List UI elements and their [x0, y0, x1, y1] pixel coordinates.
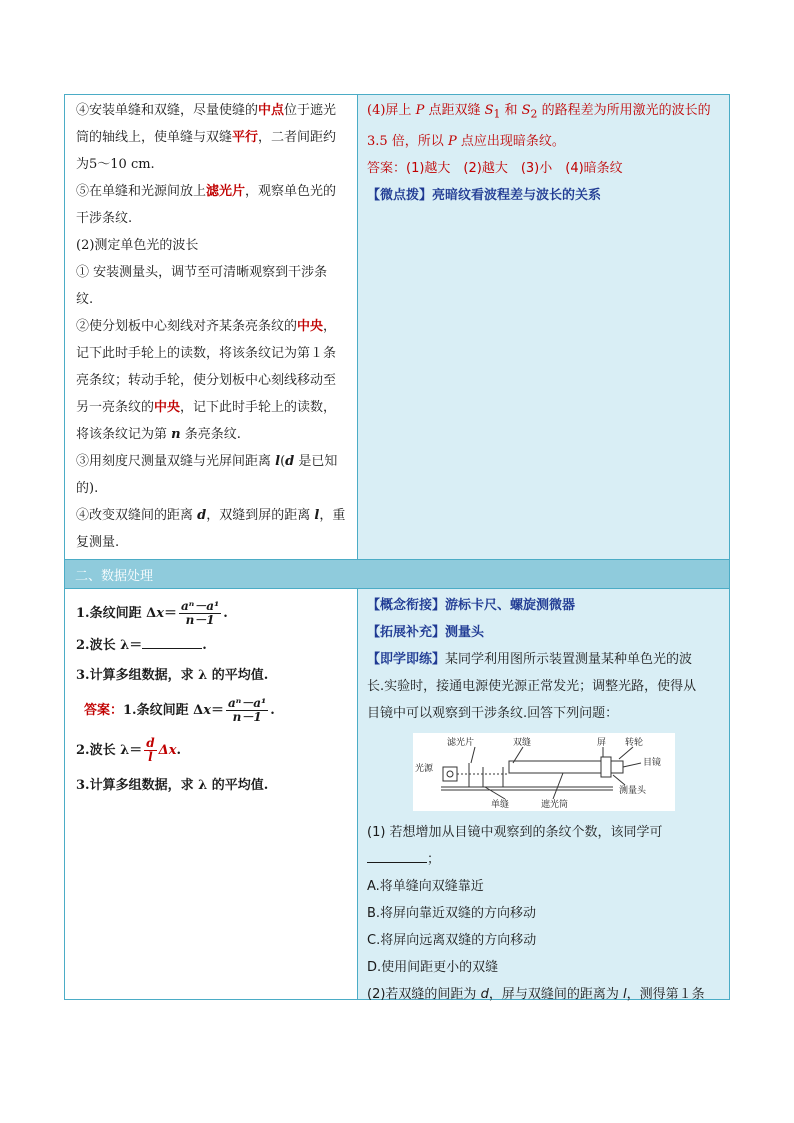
apparatus-diagram	[413, 733, 675, 811]
answer-average: 3.计算多组数据，求 λ 的平均值.	[76, 778, 269, 793]
question-1-line-2: ；	[367, 846, 721, 873]
practice-line-2: 长.实验时，接通电源使光源正常发光；调整光路，使得从	[367, 679, 697, 694]
measure-step-2-line-5: 将该条纹记为第 n 条亮条纹.	[76, 427, 241, 442]
measure-step-4-line-1: ④改变双缝间的距离 d，双缝到屏的距离 l，重	[76, 508, 346, 523]
measure-step-2-line-1: ②使分划板中心刻线对齐某条亮条纹的中央，	[76, 319, 337, 334]
subheading-measure-wavelength: (2)测定单色光的波长	[76, 238, 199, 253]
average-instruction: 3.计算多组数据，求 λ 的平均值.	[76, 668, 269, 683]
option-a: A.将单缝向双缝靠近	[367, 879, 484, 894]
wavelength-fraction: $\frac{d}{l}$	[146, 736, 155, 764]
option-b: B.将屏向靠近双缝的方向移动	[367, 906, 537, 921]
label-tube: 遮光筒	[541, 800, 569, 810]
step-5-line-2: 干涉条纹.	[76, 211, 133, 226]
step-4-line-3: 为5～10 cm.	[76, 157, 155, 172]
label-eyepiece: 目镜	[643, 758, 662, 768]
label-filter: 滤光片	[447, 738, 475, 748]
label-wheel: 转轮	[625, 738, 644, 748]
practice-line-3: 目镜中可以观察到干涉条纹.回答下列问题：	[367, 706, 619, 721]
expand-line: 【拓展补充】测量头	[367, 625, 485, 640]
measure-step-4-line-2: 复测量.	[76, 535, 120, 550]
answer-wavelength: 2.波长 λ＝ $\frac{d}{l}$ Δx.	[76, 736, 181, 764]
spacing-fraction: $\frac{\text{aⁿ－a¹}}{n-1}$	[180, 599, 220, 627]
step-5-line-1: ⑤在单缝和光源间放上滤光片，观察单色光的	[76, 184, 337, 199]
measure-step-1-line-2: 纹.	[76, 292, 94, 307]
formula-wavelength: 2.波长 λ＝ .	[76, 638, 207, 653]
answer-line: 答案：(1)越大 (2)越大 (3)小 (4)暗条纹	[367, 160, 623, 176]
measure-step-2-line-4: 另一亮条纹的中央，记下此时手轮上的读数，	[76, 400, 337, 415]
label-double-slit: 双缝	[513, 738, 532, 748]
step-4-line-2: 筒的轴线上，使单缝与双缝平行，二者间距约	[76, 130, 337, 145]
section-header: 二、数据处理	[65, 559, 729, 589]
measure-step-3-line-2: 的).	[76, 481, 99, 496]
concept-line: 【概念衔接】游标卡尺、螺旋测微器	[367, 598, 576, 613]
procedure-cell	[65, 95, 358, 559]
explanation-line-1: (4)屏上 P 点距双缝 $S_1$ 和 $S_2$ 的路程差为所用激光的波长的	[367, 103, 711, 121]
label-measuring-head: 测量头	[619, 786, 647, 796]
question-1-blank	[367, 850, 427, 863]
label-screen: 屏	[597, 738, 607, 748]
measure-step-2-line-3: 亮条纹；转动手轮，使分划板中心刻线移动至	[76, 373, 337, 388]
measure-step-3-line-1: ③用刻度尺测量双缝与光屏间距离 l(d 是已知	[76, 454, 338, 469]
question-1-line-1: (1) 若想增加从目镜中观察到的条纹个数，该同学可	[367, 825, 663, 840]
practice-line-1: 【即学即练】某同学利用图所示装置测量某种单色光的波	[367, 652, 693, 667]
answer-cell	[358, 95, 729, 559]
answer-spacing: 答案：1.条纹间距 Δx＝ $\frac{\text{aⁿ－a¹}}{n-1}$ .	[84, 696, 275, 724]
measure-step-1-line-1: ① 安装测量头，调节至可清晰观察到干涉条	[76, 265, 328, 280]
content-table	[64, 94, 730, 1000]
data-processing-cell	[65, 589, 358, 999]
step-4-line-1: ④安装单缝和双缝，尽量使缝的中点位于遮光	[76, 103, 337, 118]
option-c: C.将屏向远离双缝的方向移动	[367, 933, 537, 948]
option-d: D.使用间距更小的双缝	[367, 960, 499, 975]
formula-spacing: 1.条纹间距 Δx＝ $\frac{\text{aⁿ－a¹}}{n-1}$ .	[76, 599, 228, 627]
answer-spacing-fraction: $\frac{\text{aⁿ－a¹}}{n-1}$	[227, 696, 267, 724]
tip-line: 【微点拨】亮暗纹看波程差与波长的关系	[367, 187, 602, 203]
question-2-line-1: (2)若双缝的间距为 d，屏与双缝间的距离为 l，测得第１条	[367, 987, 705, 1002]
label-single-slit: 单缝	[491, 800, 510, 810]
measure-step-2-line-2: 记下此时手轮上的读数，将该条纹记为第１条	[76, 346, 337, 361]
explanation-line-2: 3.5 倍，所以 P 点应出现暗条纹。	[367, 133, 565, 149]
wavelength-blank	[142, 636, 202, 649]
label-light-source: 光源	[415, 764, 434, 774]
practice-cell	[358, 589, 729, 1002]
